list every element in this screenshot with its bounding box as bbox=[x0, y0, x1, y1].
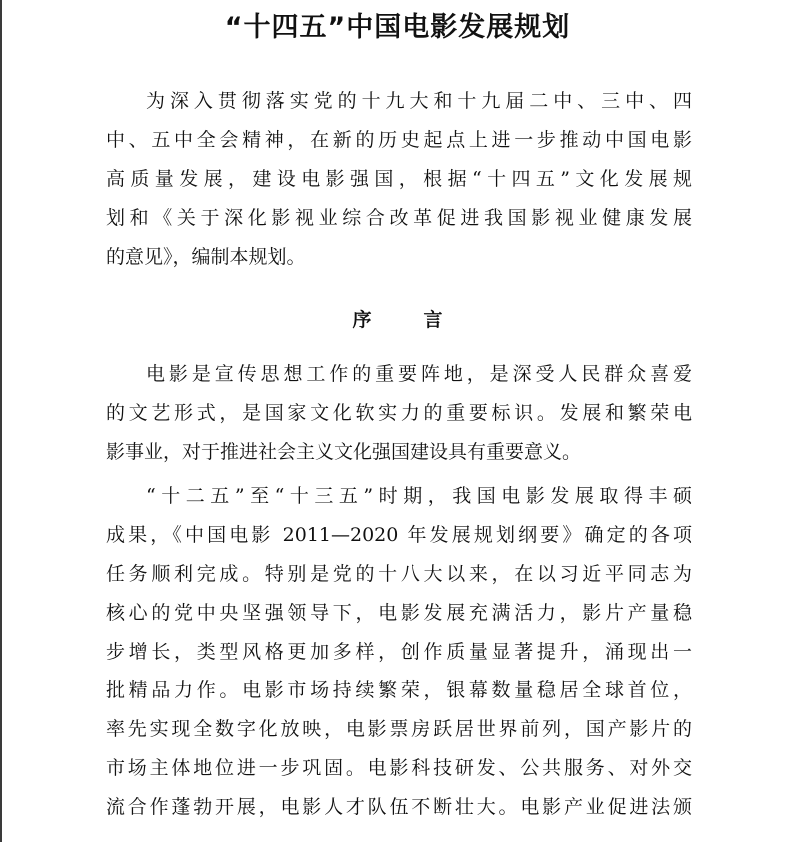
preface-paragraph-1 bbox=[106, 355, 692, 472]
paragraph-line: 市场主体地位进一步巩固。电影科技研发、公共服务、对外交 bbox=[106, 757, 692, 780]
document-title: “十四五”中国电影发展规划 bbox=[224, 12, 571, 43]
section-heading-preface bbox=[0, 302, 795, 338]
paragraph-line: 划和《关于深化影视业综合改革促进我国影视业健康发展 bbox=[106, 206, 692, 229]
paragraph-line: 流合作蓬勃开展，电影人才队伍不断壮大。电影产业促进法颁 bbox=[106, 796, 692, 819]
paragraph-line: 为深入贯彻落实党的十九大和十九届二中、三中、四 bbox=[146, 90, 692, 112]
paragraph-line: 的文艺形式，是国家文化软实力的重要标识。发展和繁荣电 bbox=[106, 401, 692, 424]
left-border-rule bbox=[0, 0, 2, 842]
section-heading-char: 言 bbox=[423, 309, 443, 331]
preface-paragraph-2 bbox=[106, 477, 692, 827]
paragraph-line: 电影是宣传思想工作的重要阵地，是深受人民群众喜爱 bbox=[146, 363, 692, 385]
paragraph-line: 成果，《中国电影 2011—2020 年发展规划纲要》确定的各项 bbox=[106, 523, 692, 546]
paragraph-line: 核心的党中央坚强领导下，电影发展充满活力，影片产量稳 bbox=[106, 601, 692, 624]
paragraph-line: 任务顺利完成。特别是党的十八大以来，在以习近平同志为 bbox=[106, 562, 692, 585]
paragraph-line: 步增长，类型风格更加多样，创作质量显著提升，涌现出一 bbox=[106, 640, 692, 663]
paragraph-line: 批精品力作。电影市场持续繁荣，银幕数量稳居全球首位， bbox=[106, 679, 692, 702]
paragraph-line: 影事业，对于推进社会主义文化强国建设具有重要意义。 bbox=[106, 440, 582, 463]
paragraph-line: 的意见》，编制本规划。 bbox=[106, 245, 306, 268]
paragraph-line: 率先实现全数字化放映，电影票房跃居世界前列，国产影片的 bbox=[106, 718, 692, 741]
section-heading-char: 序 bbox=[352, 309, 372, 331]
paragraph-line: 中、五中全会精神，在新的历史起点上进一步推动中国电影 bbox=[106, 128, 692, 151]
intro-paragraph bbox=[106, 82, 692, 276]
paragraph-line: 高质量发展，建设电影强国，根据“十四五”文化发展规 bbox=[106, 167, 692, 190]
paragraph-line: “十二五”至“十三五”时期，我国电影发展取得丰硕 bbox=[146, 485, 692, 507]
